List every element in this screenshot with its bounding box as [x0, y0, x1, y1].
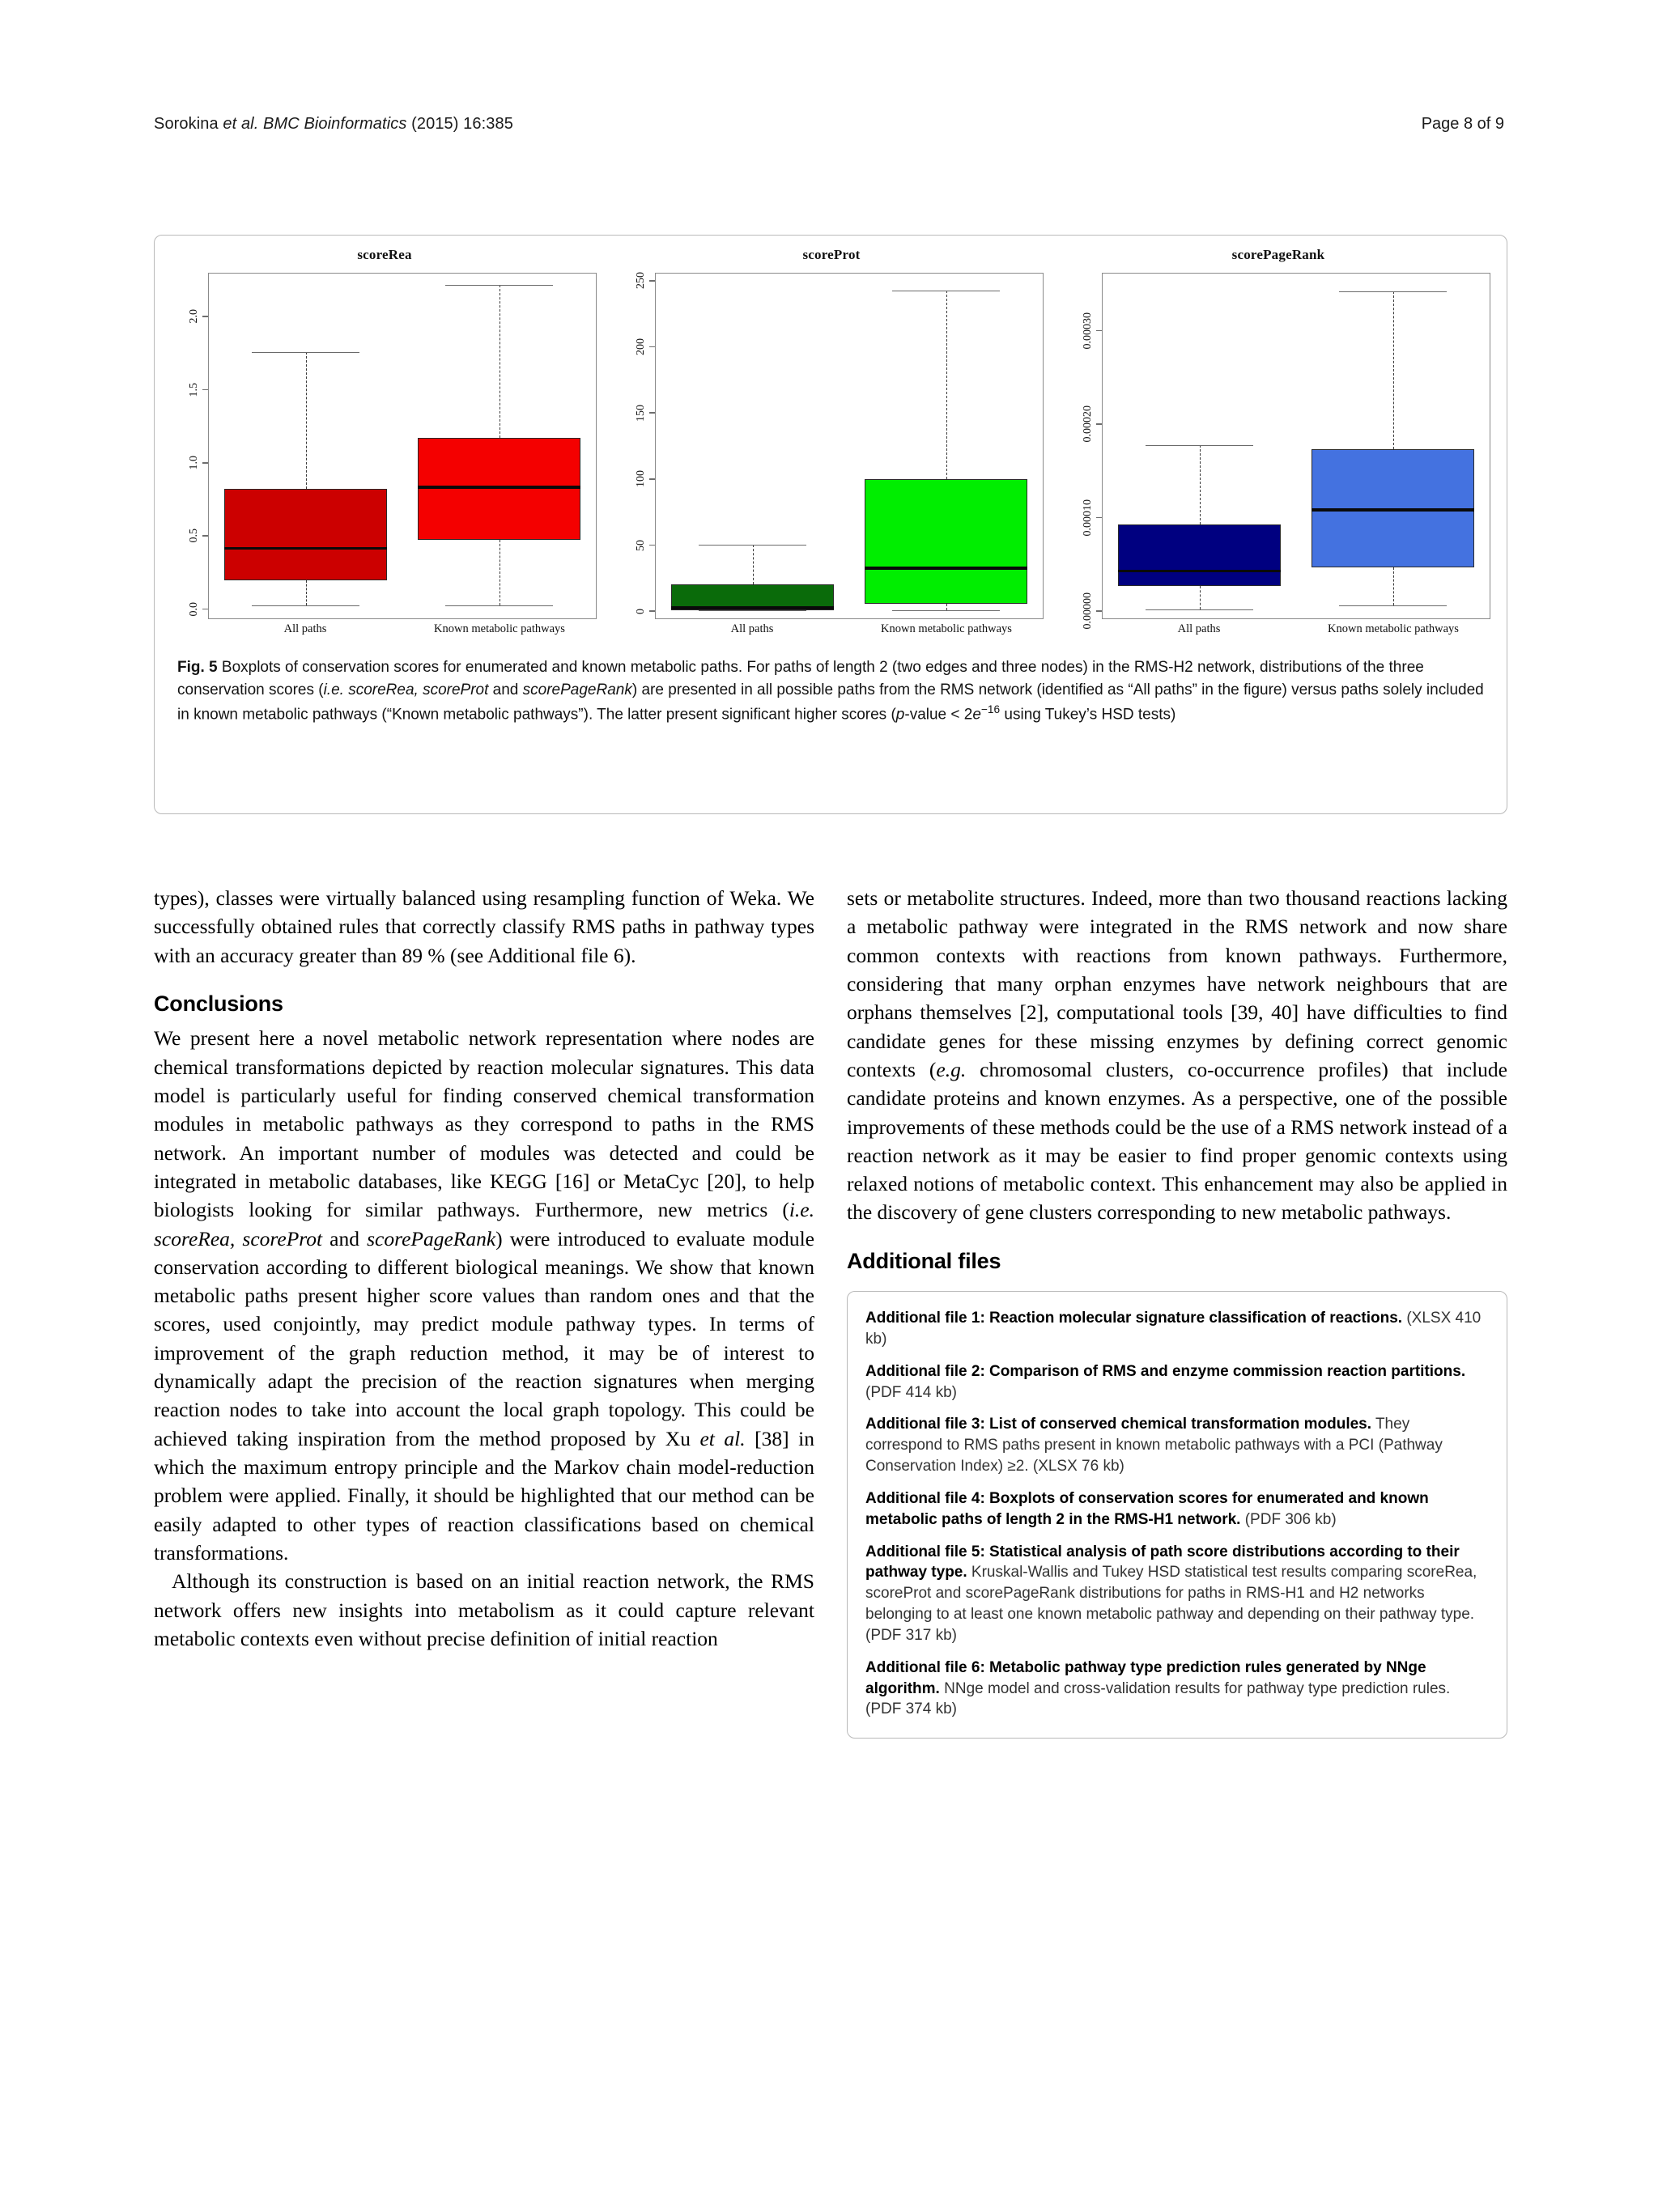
whisker-lower	[946, 604, 947, 610]
additional-file-description: (XLSX 410 kb)	[865, 1310, 1482, 1348]
additional-file-entry-2[interactable]	[865, 1361, 1489, 1403]
conclusions-text-a: We present here a novel metabolic network representation where nodes are chemical transformations depicted by reaction molecular signatures. This data model is particularly useful for finding conserved chemical transformation modules in metabolic pathways as they correspond to paths in the RMS network. An important number of modules was detected and could be integrated in metabolic databases, like KEGG [16] or MetaCyc [20], to help biologists looking for similar pathways. Furthermore, new metrics (	[154, 1026, 814, 1222]
paragraph-although: Although its construction is based on an initial reaction network, the RMS network offers new insights into metabolism as it could capture relevant metabolic contexts even without precise definition of initial reaction	[154, 1569, 814, 1650]
section-heading-conclusions: Conclusions	[154, 991, 283, 1016]
whisker-cap-lower	[252, 605, 360, 606]
whisker-lower	[306, 580, 307, 605]
page-running-header	[154, 115, 1504, 134]
y-tick-label: 200	[635, 338, 647, 355]
additional-file-entry-3[interactable]	[865, 1414, 1489, 1476]
whisker-cap-lower	[445, 605, 554, 606]
additional-file-entry-5[interactable]	[865, 1542, 1489, 1646]
median-line	[224, 547, 387, 550]
x-axis-label: Known metabolic pathways	[1328, 622, 1459, 635]
caption-text-1: Boxplots of conservation scores for enumerated and known metabolic paths. For paths of length 2 (two edges and three nodes) in the RMS-H2 network, distributions of the three conservation scores (	[177, 659, 1424, 698]
boxplot-all-paths	[656, 274, 849, 618]
panel-title-1: scoreRea	[357, 247, 412, 262]
box-iqr	[865, 479, 1027, 604]
y-tick-label: 250	[635, 272, 647, 290]
median-line	[671, 606, 834, 609]
y-tick-mark	[1096, 517, 1102, 519]
y-tick-label: 1.5	[188, 382, 200, 397]
additional-file-description: (PDF 306 kb)	[1240, 1510, 1337, 1528]
conclusions-italic-3: et al.	[699, 1426, 746, 1450]
plot-area-3	[1102, 273, 1490, 619]
whisker-upper	[946, 291, 947, 479]
body-column-right	[847, 884, 1507, 1739]
y-tick-mark	[1096, 610, 1102, 612]
boxplot-all-paths	[1103, 274, 1296, 618]
y-tick-label: 1.0	[188, 456, 200, 470]
boxplot-panel-1	[161, 242, 608, 653]
caption-text-5: using Tukey’s HSD tests)	[1000, 706, 1176, 724]
y-tick-label: 2.0	[188, 309, 200, 324]
additional-file-title: Additional file 6: Metabolic pathway type prediction rules generated by NNge algorithm.	[865, 1658, 1426, 1697]
boxplot-all-paths	[209, 274, 402, 618]
additional-file-title: Additional file 1: Reaction molecular signature classification of reactions.	[865, 1310, 1403, 1327]
y-tick-label: 50	[635, 539, 647, 551]
additional-file-description: (PDF 414 kb)	[865, 1383, 957, 1401]
median-line	[418, 486, 580, 489]
y-tick-label: 0.0	[188, 601, 200, 617]
y-tick-label: 0.00020	[1082, 405, 1094, 443]
y-axis-3	[1055, 273, 1102, 630]
body-column-left	[154, 884, 814, 1653]
y-tick-mark	[649, 412, 655, 414]
plot-area-1	[208, 273, 597, 619]
box-iqr	[1118, 524, 1281, 586]
journal-name: et al. BMC Bioinformatics	[223, 115, 407, 133]
additional-file-entry-1[interactable]	[865, 1308, 1489, 1350]
x-axis-label: All paths	[730, 622, 774, 635]
whisker-upper	[1200, 445, 1201, 524]
boxplot-known-metabolic-pathways	[402, 274, 596, 618]
boxplot-known-metabolic-pathways	[849, 274, 1043, 618]
y-tick-label: 150	[635, 404, 647, 422]
y-tick-label: 0.00000	[1082, 592, 1094, 630]
whisker-cap-lower	[892, 610, 1001, 611]
caption-text-3: ) are presented in all possible paths from the RMS network (identified as “All paths” in the figure) versus paths solely included in known metabolic pathways (“Known metabolic pathways”). The latter present significant higher scores (	[177, 681, 1484, 724]
whisker-cap-upper	[699, 545, 807, 546]
y-tick-mark	[649, 346, 655, 348]
additional-files-box	[847, 1291, 1507, 1739]
y-tick-mark	[1096, 423, 1102, 425]
plot-area-2	[655, 273, 1044, 619]
whisker-cap-upper	[1146, 445, 1254, 446]
conclusions-text-c: ) were introduced to evaluate module conservation according to different biological meanings. We show that known metabolic paths present higher score values than random ones and that the scores, used conjointly, may predict module pathway types. In terms of improvement of the graph reduction method, it may be of interest to dynamically adapt the precision of the reaction signatures when merging reaction nodes to take into account the local graph topology. This could be achieved taking inspiration from the method proposed by Xu	[154, 1226, 814, 1450]
issue-citation: (2015) 16:385	[411, 115, 513, 133]
whisker-cap-upper	[252, 352, 360, 353]
y-tick-mark	[649, 545, 655, 546]
boxplot-panel-3	[1055, 242, 1502, 653]
whisker-upper	[753, 545, 754, 584]
panel-title-3: scorePageRank	[1231, 247, 1325, 262]
additional-file-description: They correspond to RMS paths present in known metabolic pathways with a PCI (Pathway Conservation Index) ≥2. (XLSX 76 kb)	[865, 1416, 1443, 1475]
whisker-cap-upper	[445, 285, 554, 286]
page-number: Page 8 of 9	[1421, 115, 1504, 133]
boxplot-panels	[161, 242, 1502, 653]
x-axis-label: Known metabolic pathways	[434, 622, 565, 635]
x-axis-label: Known metabolic pathways	[881, 622, 1012, 635]
y-tick-mark	[649, 280, 655, 282]
paragraph-resampling: types), classes were virtually balanced using resampling function of Weka. We successfully obtained rules that correctly classify RMS paths in pathway types with an accuracy greater than 89 % (see Additional file 6).	[154, 886, 814, 967]
conclusions-text-d: [38] in which the maximum entropy principle and the Markov chain model-reduction problem were applied. Finally, it should be highlighted that our method can be easily adapted to other types of reaction classifications based on chemical transformations.	[154, 1426, 814, 1565]
boxplot-panel-2	[608, 242, 1055, 653]
caption-italic-4: e	[972, 706, 981, 724]
additional-file-title: Additional file 5: Statistical analysis of path score distributions according to their pathway type.	[865, 1543, 1460, 1582]
caption-italic-1: i.e. scoreRea, scoreProt	[323, 681, 489, 698]
right-text-a: sets or metabolite structures. Indeed, more than two thousand reactions lacking a metabolic pathway were integrated in the RMS network and now share common contexts with reactions from known pathways. Furthermore, considering that many orphan enzymes have network neighbours that are orphans themselves [2], computational tools [39, 40] have difficulties to find candidate genes for these missing enzymes by defining correct genomic contexts (	[847, 886, 1507, 1081]
y-tick-mark	[202, 389, 208, 391]
figure-label: Fig. 5	[177, 659, 218, 676]
y-tick-mark	[649, 610, 655, 612]
x-axis-labels-2	[655, 622, 1044, 645]
y-axis-2	[608, 273, 655, 619]
y-tick-mark	[649, 478, 655, 480]
whisker-cap-lower	[699, 610, 807, 611]
conclusions-italic-1: i.e. scoreRea, scoreProt	[154, 1198, 814, 1250]
conclusions-text-b: and	[322, 1226, 368, 1250]
whisker-upper	[1393, 291, 1394, 449]
additional-file-entry-6[interactable]	[865, 1658, 1489, 1720]
whisker-cap-lower	[1339, 605, 1448, 606]
x-axis-labels-3	[1102, 622, 1490, 645]
figure-caption	[177, 656, 1484, 726]
journal-citation	[154, 115, 513, 134]
y-tick-label: 0.5	[188, 529, 200, 543]
whisker-lower	[1200, 586, 1201, 609]
additional-file-title: Additional file 3: List of conserved chemical transformation modules.	[865, 1416, 1372, 1433]
y-tick-mark	[1096, 330, 1102, 332]
paragraph-sets-or-metabolite	[847, 884, 1507, 1227]
y-tick-label: 100	[635, 470, 647, 488]
y-tick-mark	[202, 535, 208, 537]
boxplot-known-metabolic-pathways	[1296, 274, 1490, 618]
median-line	[1118, 570, 1281, 573]
median-line	[865, 567, 1027, 570]
y-tick-label: 0.00030	[1082, 312, 1094, 350]
whisker-lower	[1393, 567, 1394, 605]
caption-exponent: −16	[980, 703, 1001, 715]
y-tick-label: 0	[635, 608, 647, 614]
section-heading-additional-files: Additional files	[847, 1248, 1001, 1273]
box-iqr	[224, 489, 387, 580]
caption-italic-2: scorePageRank	[522, 681, 632, 698]
right-text-b: chromosomal clusters, co-occurrence profiles) that include candidate proteins and known enzymes. As a perspective, one of the possible improvements of these methods could be the use of a RMS network instead of a reaction network as it may be easier to find proper genomic contexts using relaxed notions of metabolic context. This enhancement may also be applied in the discovery of gene clusters corresponding to new metabolic pathways.	[847, 1057, 1507, 1225]
additional-file-description: Kruskal-Wallis and Tukey HSD statistical test results comparing scoreRea, scoreProt and scorePageRank distributions for paths in RMS-H1 and H2 networks belonging to at least one known metabolic pathway and depending on their pathway type. (PDF 317 kb)	[865, 1564, 1477, 1644]
figure-5-container	[154, 235, 1507, 814]
caption-text-2: and	[488, 681, 523, 698]
x-axis-labels-1	[208, 622, 597, 645]
additional-file-entry-4[interactable]	[865, 1488, 1489, 1531]
y-tick-label: 0.00010	[1082, 499, 1094, 537]
additional-file-title: Additional file 2: Comparison of RMS and enzyme commission reaction partitions.	[865, 1362, 1466, 1380]
author-name: Sorokina	[154, 115, 219, 133]
x-axis-label: All paths	[283, 622, 327, 635]
conclusions-italic-2: scorePageRank	[367, 1226, 496, 1250]
y-axis-1	[161, 273, 208, 619]
median-line	[1312, 508, 1474, 512]
whisker-cap-upper	[1339, 291, 1448, 292]
whisker-upper	[306, 352, 307, 489]
panel-title-2: scoreProt	[802, 247, 861, 262]
caption-italic-3: p	[895, 706, 905, 724]
box-iqr	[418, 438, 580, 540]
y-tick-mark	[202, 462, 208, 464]
caption-text-4: -value < 2	[904, 706, 973, 724]
additional-file-description: NNge model and cross-validation results for pathway type prediction rules. (PDF 374 kb)	[865, 1679, 1451, 1718]
right-italic-1: e.g.	[936, 1057, 967, 1081]
y-tick-mark	[202, 609, 208, 610]
x-axis-label: All paths	[1177, 622, 1221, 635]
additional-file-title: Additional file 4: Boxplots of conservation scores for enumerated and known metabolic paths of length 2 in the RMS-H1 network.	[865, 1489, 1429, 1528]
y-tick-mark	[202, 316, 208, 317]
paragraph-conclusions	[154, 1024, 814, 1567]
whisker-cap-lower	[1146, 609, 1254, 610]
